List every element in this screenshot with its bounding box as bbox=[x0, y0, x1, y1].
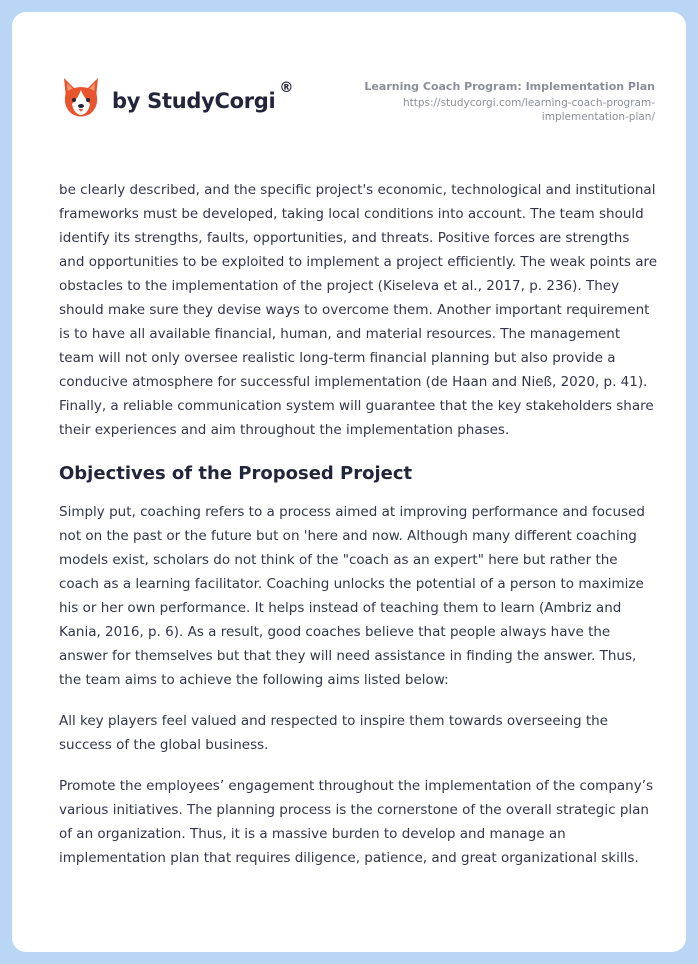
document-title: Learning Coach Program: Implementation Plan bbox=[364, 80, 655, 93]
document-page bbox=[12, 12, 686, 952]
document-body bbox=[59, 178, 659, 887]
body-paragraph: All key players feel valued and respected to inspire them towards overseeing the success of the global business. bbox=[59, 713, 608, 753]
body-paragraph: Simply put, coaching refers to a process aimed at improving performance and focused not on the past or the future but on 'here and now. Although many different coaching models exist, scholars do not think of the "coach as an expert" here but rather the coach as a learning facilitator. Coaching unlocks the potential of a person to maximize his or her own performance. It helps instead of teaching them to learn (Ambriz and Kania, 2016, p. 6). As a result, good coaches believe that people always have the answer for themselves but that they will need assistance in finding the answer. Thus, the team aims to achieve the following aims listed below: bbox=[59, 504, 645, 688]
brand-name: by StudyCorgi bbox=[112, 89, 276, 113]
corgi-icon bbox=[60, 76, 102, 120]
body-paragraph: Promote the employees’ engagement throughout the implementation of the company’s various initiatives. The planning process is the cornerstone of the overall strategic plan of an organization. Thus, it is a massive burden to develop and manage an implementation plan that requires diligence, patience, and great organizational skills. bbox=[59, 778, 654, 866]
studycorgi-logo[interactable] bbox=[60, 76, 293, 120]
body-paragraph: be clearly described, and the specific project's economic, technological and institutional frameworks must be developed, taking local conditions into account. The team should identify its strengths, faults, opportunities, and threats. Positive forces are strengths and opportunities to be exploited to implement a project efficiently. The weak points are obstacles to the implementation of the project (Kiseleva et al., 2017, p. 236). They should make sure they devise ways to overcome them. Another important requirement is to have all available financial, human, and material resources. The management team will not only oversee realistic long-term financial planning but also provide a conducive atmosphere for successful implementation (de Haan and Nieß, 2020, p. 41). Finally, a reliable communication system will guarantee that the key stakeholders share their experiences and aim throughout the implementation phases. bbox=[59, 182, 658, 438]
document-url[interactable]: https://studycorgi.com/learning-coach-program-implementation-plan/ bbox=[402, 97, 655, 123]
registered-mark: ® bbox=[279, 80, 294, 96]
page-header bbox=[12, 12, 686, 152]
section-heading: Objectives of the Proposed Project bbox=[59, 463, 413, 484]
